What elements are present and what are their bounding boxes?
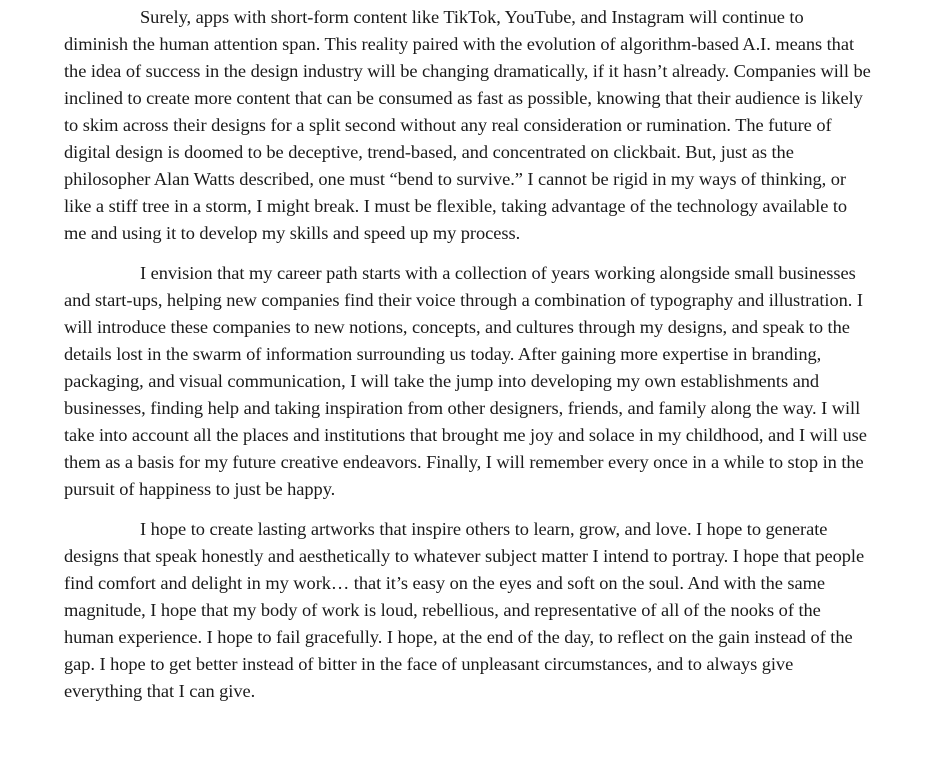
paragraph-career-path: I envision that my career path starts with a collection of years working alongside small businesses and start-ups, helping new companies find their voice through a combination of typography and illustration. I will introduce these companies to new notions, concepts, and cultures through my designs, and speak to the details lost in the swarm of information surrounding us today. After gaining more expertise in branding, packaging, and visual communication, I will take the jump into developing my own establishments and businesses, finding help and taking inspiration from other designers, friends, and family along the way. I will take into account all the places and institutions that brought me joy and solace in my childhood, and I will use them as a basis for my future creative endeavors. Finally, I will remember every once in a while to stop in the pursuit of happiness to just be happy. bbox=[64, 263, 867, 499]
paragraph-attention-span: Surely, apps with short-form content like TikTok, YouTube, and Instagram will continue to diminish the human attention span. This reality paired with the evolution of algorithm-based A.I. means that the idea of success in the design industry will be changing dramatically, if it hasn’t already. Companies will be inclined to create more content that can be consumed as fast as possible, knowing that their audience is likely to skim across their designs for a split second without any real consideration or rumination. The future of digital design is doomed to be deceptive, trend-based, and concentrated on clickbait. But, just as the philosopher Alan Watts described, one must “bend to survive.” I cannot be rigid in my ways of thinking, or like a stiff tree in a storm, I might break. I must be flexible, taking advantage of the technology available to me and using it to develop my skills and speed up my process. bbox=[64, 7, 871, 243]
paragraph-hopes: I hope to create lasting artworks that inspire others to learn, grow, and love. I hope to generate designs that speak honestly and aesthetically to whatever subject matter I intend to portray. I hope that people find comfort and delight in my work… that it’s easy on the eyes and soft on the soul. And with the same magnitude, I hope that my body of work is loud, rebellious, and representative of all of the nooks of the human experience. I hope to fail gracefully. I hope, at the end of the day, to reflect on the gain instead of the gap. I hope to get better instead of bitter in the face of unpleasant circumstances, and to always give everything that I can give. bbox=[64, 519, 865, 701]
